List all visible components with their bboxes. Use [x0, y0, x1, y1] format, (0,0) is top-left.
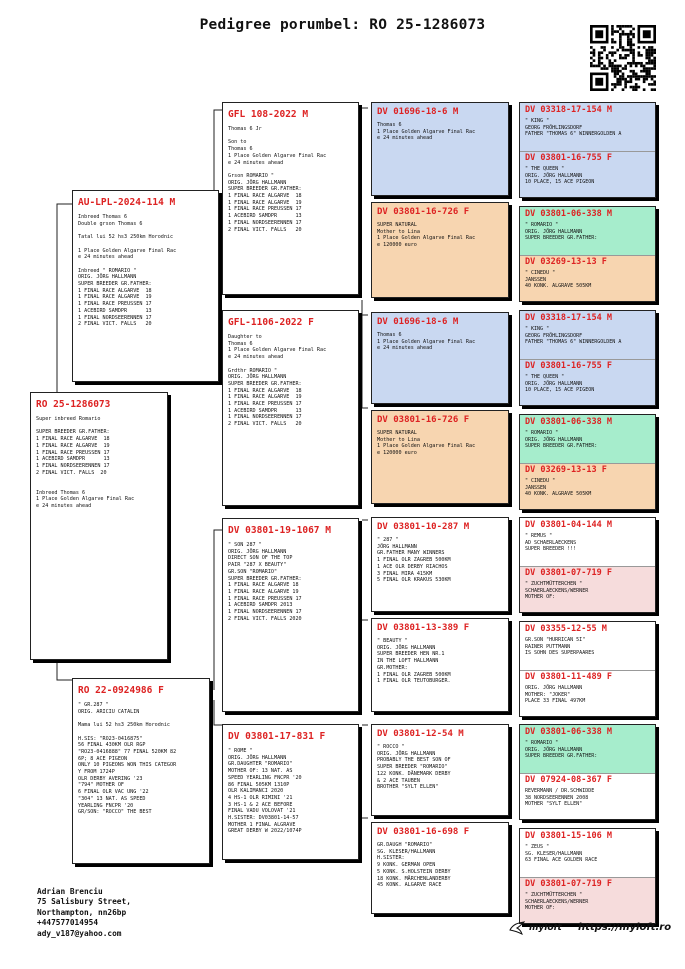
gen4-ancestor — [520, 103, 655, 151]
pair-divider — [520, 877, 655, 878]
gen4-ancestor — [520, 773, 655, 820]
gen4-ancestor — [520, 255, 655, 302]
dam-card — [72, 678, 210, 864]
gen4-ring: DV 03801-07-719 F — [525, 879, 612, 889]
dam-ring: RO 22-0924986 F — [78, 685, 164, 696]
great-grandparent-text: Thomas 6 1 Place Golden Algarve Final Rac e 24 minutes ahead — [377, 332, 476, 352]
great-grandparent-card — [371, 410, 509, 504]
owner-contact: Adrian Brenciu 75 Salisbury Street, Northampton, nn26bp +447577014954 ady_v187@yahoo.com — [37, 887, 131, 938]
gen4-text: ORIG. JÖRG HALLMANN MOTHER: "JOKER" PLACE 33 FINAL 497KM — [525, 685, 586, 704]
gen4-text: GR.SON "HURRICAN 5I" RAINER PUTTMANN IS SOHN DES SUPERPAARES — [525, 637, 595, 656]
gen4-ancestor — [520, 829, 655, 877]
great-grandparent-text: SUPER NATURAL Mother to Lina 1 Place Golden Algarve Final Rac e 120000 euro — [377, 430, 476, 457]
great-grandparent-ring: DV 03801-12-54 M — [377, 729, 464, 739]
great-grandparent-ring: DV 01696-18-6 M — [377, 107, 459, 117]
gen4-ancestor — [520, 207, 655, 255]
gen4-text: " ROMARIO " ORIG. JÖRG HALLMANN SUPER BREEDER GR.FATHER: — [525, 222, 598, 241]
great-grandparent-ring: DV 03801-16-726 F — [377, 207, 470, 217]
grandparent-text: Thomas 6 Jr Son to Thomas 6 1 Place Golden Algarve Final Rac e 24 minutes ahead Grson ROMARIO " ORIG. JÖRG HALLMANN SUPER BREEDER GR.FATHER: 1 FINAL RACE ALGARVE 18 1 FINAL RACE ALGARVE 19 1 FINAL RACE PREUSSEN 17 1 ACEBIRD SAMDPR 13 1 FINAL NORDSEERENNEN 17 2 FINAL VICT. FALLS 20 — [228, 126, 327, 233]
pair-divider — [520, 151, 655, 152]
gen4-text: " ROMARIO " ORIG. JÖRG HALLMANN SUPER BREEDER GR.FATHER: — [525, 430, 598, 449]
gen4-text: " ZUCHTMÜTTERCHEN " SCHAERLAECKENS/WERNER MOTHER OF: — [525, 892, 589, 911]
grandparent-ring: GFL-1106-2022 F — [228, 317, 314, 328]
gen4-ancestor — [520, 518, 655, 566]
gen4-ring: DV 03801-06-338 M — [525, 417, 612, 427]
gen4-text: " ROMARIO " ORIG. JÖRG HALLMANN SUPER BREEDER GR.FATHER: — [525, 740, 598, 759]
gen4-ancestor — [520, 622, 655, 670]
gen4-ancestor — [520, 566, 655, 613]
gen4-text: " THE QUEEN " ORIG. JÖRG HALLMANN 10 PLACE, 15 ACE PIGEON — [525, 374, 595, 393]
great-grandparent-ring: DV 03801-16-726 F — [377, 415, 470, 425]
gen4-ancestor — [520, 359, 655, 406]
gen4-text: " CINEDU " JANSSEN 40 KONK. ALGRAVE 505KM — [525, 270, 592, 289]
dam-text: " GR.287 " ORIG. ARICIU CATALIN Mama lui 52 hs3 250km Horodnic H.SIS: "RO23-0416875" 56 FINAL 430KM OLR RGP "RO23-0416888" 77 FINAL 520KM 82 6P; 8 ACE PIGEON ONLY 10 PIGEONS WON THIS CATEGOR Y FROM 1724P OLR DERBY AVERING '23 "794" MOTHER OF 6 FINAL OLR VAC UNG '22 "304" 13 NAT. AS SPEED YEARLING FNCPR '20 GR/SON: "ROCCO" THE BEST — [78, 702, 177, 816]
great-grandparent-card — [371, 102, 509, 196]
gen4-text: " ZUCHTMÜTTERCHEN " SCHAERLAECKENS/WERNER MOTHER OF: — [525, 581, 589, 600]
gen4-pair-card — [519, 621, 656, 717]
great-grandparent-text: Thomas 6 1 Place Golden Algarve Final Rac e 24 minutes ahead — [377, 122, 476, 142]
gen4-ancestor — [520, 311, 655, 359]
great-grandparent-text: SUPER NATURAL Mother to Lina 1 Place Golden Algarve Final Rac e 120000 euro — [377, 222, 476, 249]
grandparent-ring: GFL 108-2022 M — [228, 109, 309, 120]
grandparent-card — [222, 518, 359, 712]
gen4-text: " THE QUEEN " ORIG. JÖRG HALLMANN 10 PLACE, 15 ACE PIGEON — [525, 166, 595, 185]
pair-divider — [520, 463, 655, 464]
sire-ring: AU-LPL-2024-114 M — [78, 197, 176, 208]
gen4-text: " KING " GEORG FRÖHLINGSDORF FATHER "THOMAS 6" WINNERGOLDEN A — [525, 118, 622, 137]
subject-text: Super inbreed Romario SUPER BREEDER GR.FATHER: 1 FINAL RACE ALGARVE 18 1 FINAL RACE ALGARVE 19 1 FINAL RACE PREUSSEN 17 1 ACEBIRD SAMDPR 13 1 FINAL NORDSEERENNEN 17 2 FINAL VICT. FALLS 20 Inbreed Thomas 6 1 Place Golden Algarve Final Rac e 24 minutes ahead — [36, 416, 135, 510]
pair-divider — [520, 773, 655, 774]
gen4-ring: DV 03318-17-154 M — [525, 313, 612, 323]
gen4-ring: DV 03801-11-489 F — [525, 672, 612, 682]
subject-ring: RO 25-1286073 — [36, 399, 111, 410]
gen4-ring: DV 03801-06-338 M — [525, 209, 612, 219]
pair-divider — [520, 359, 655, 360]
grandparent-text: " ROME " ORIG. JÖRG HALLMANN GR.DAUGHTER "ROMARIO" MOTHER OF: 13 NAT. AS SPEED YEARLING FNCPR '20 86 FINAL 505KM 1310P OLR KALIMANCI 2020 4 HS-1 OLR RIMINI '21 3 HS-1 & 2 ACE BEFORE FINAL VADU VOLOVAT '21 H.SISTER: DV03801-14-57 MOTHER 1 FINAL ALGRAVE GREAT DERBY W 2022/1074P — [228, 748, 302, 835]
pair-divider — [520, 566, 655, 567]
gen4-ring: DV 03801-15-106 M — [525, 831, 612, 841]
gen4-ancestor — [520, 725, 655, 773]
grandparent-card — [222, 724, 359, 860]
grandparent-ring: DV 03801-19-1067 M — [228, 525, 331, 536]
gen4-ancestor — [520, 670, 655, 717]
gen4-ancestor — [520, 415, 655, 463]
gen4-pair-card — [519, 724, 656, 820]
gen4-ring: DV 03318-17-154 M — [525, 105, 612, 115]
great-grandparent-ring: DV 03801-10-287 M — [377, 522, 470, 532]
gen4-pair-card — [519, 102, 656, 198]
great-grandparent-ring: DV 03801-16-698 F — [377, 827, 470, 837]
great-grandparent-card — [371, 202, 509, 298]
website-link[interactable]: https://myloft.ro — [578, 922, 672, 933]
gen4-ancestor — [520, 151, 655, 198]
great-grandparent-text: " 287 " JÖRG HALLMANN GR.FATHER MANY WINNERS 1 FINAL OLR ZAGREB 500KM 1 ACE OLR DERBY RIACHOS 3 FINAL MIRA 415KM 5 FINAL OLR KRAKUS 530KM — [377, 537, 451, 584]
grandparent-card — [222, 102, 359, 295]
great-grandparent-text: " ROCCO " ORIG. JÖRG HALLMANN PROBABLY THE BEST SON OF SUPER BREEDER "ROMARIO" 122 KONK. DÄNEMARK DERBY & 2 ACE TAUBEN BROTHER "SYLT ELLEN" — [377, 744, 451, 791]
brand-logo — [509, 921, 562, 935]
gen4-pair-card — [519, 206, 656, 302]
great-grandparent-text: GR.DAUGH "ROMARIO" SG. KLESER/HALLMANN H.SISTER: 9 KONK. GERMAN OPEN 5 KONK. S.HOLSTEIN DERBY 18 KONK. MÄRCHENLANDERBY 45 KONK. ALGARVE RACE — [377, 842, 451, 889]
gen4-ancestor — [520, 877, 655, 924]
pair-divider — [520, 255, 655, 256]
great-grandparent-text: " BEAUTY " ORIG. JÖRG HALLMANN SUPER BREEDER HEN NR.1 IN THE LOFT HALLMANN GR.MOTHER: 1 FINAL OLR ZAGREB 500KM 1 FINAL OLR TEUTOBURGER. — [377, 638, 451, 685]
gen4-text: REVERMANN / DR.SCHWIDDE 38 NORDSEERENNEN 2008 MOTHER "SYLT ELLEN" — [525, 788, 595, 807]
gen4-ring: DV 03801-04-144 M — [525, 520, 612, 530]
great-grandparent-card — [371, 312, 509, 404]
gen4-text: " CINEDU " JANSSEN 40 KONK. ALGRAVE 505KM — [525, 478, 592, 497]
sire-card — [72, 190, 219, 382]
gen4-ring: DV 03801-06-338 M — [525, 727, 612, 737]
great-grandparent-ring: DV 01696-18-6 M — [377, 317, 459, 327]
pair-divider — [520, 670, 655, 671]
gen4-ring: DV 07924-08-367 F — [525, 775, 612, 785]
gen4-ancestor — [520, 463, 655, 510]
great-grandparent-card — [371, 724, 509, 816]
grandparent-text: Daughter to Thomas 6 1 Place Golden Algarve Final Rac e 24 minutes ahead Grdthr ROMARIO " ORIG. JÖRG HALLMANN SUPER BREEDER GR.FATHER: 1 FINAL RACE ALGARVE 18 1 FINAL RACE ALGARVE 19 1 FINAL RACE PREUSSEN 17 1 ACEBIRD SAMDPR 13 1 FINAL NORDSEERENNEN 17 2 FINAL VICT. FALLS 20 — [228, 334, 327, 428]
gen4-ring: DV 03269-13-13 F — [525, 465, 607, 475]
gen4-text: " REMUS " AD SCHAERLAECKENS SUPER BREEDER !!! — [525, 533, 577, 552]
gen4-ring: DV 03355-12-55 M — [525, 624, 607, 634]
gen4-ring: DV 03801-07-719 F — [525, 568, 612, 578]
gen4-text: " ZEUS " SG. KLESER/HALLMANN 63 FINAL ACE GOLDEN RACE — [525, 844, 598, 863]
gen4-pair-card — [519, 414, 656, 510]
gen4-ring: DV 03801-16-755 F — [525, 153, 612, 163]
grandparent-card — [222, 310, 359, 506]
gen4-text: " KING " GEORG FRÖHLINGSDORF FATHER "THOMAS 6" WINNERGOLDEN A — [525, 326, 622, 345]
gen4-pair-card — [519, 310, 656, 406]
great-grandparent-card — [371, 517, 509, 612]
page-title: Pedigree porumbel: RO 25-1286073 — [199, 17, 486, 33]
sire-text: Inbreed Thomas 6 Double grson Thomas 6 Tatal lui 52 hs3 250km Horodnic 1 Place Golden Algarve Final Rac e 24 minutes ahead Inbreed " ROMARIO " ORIG. JÖRG HALLMANN SUPER BREEDER GR.FATHER: 1 FINAL RACE ALGARVE 18 1 FINAL RACE ALGARVE 19 1 FINAL RACE PREUSSEN 17 1 ACEBIRD SAMDPR 13 1 FINAL NORDSEERENNEN 17 2 FINAL VICT. FALLS 20 — [78, 214, 177, 328]
brand-name: myloft — [529, 923, 562, 933]
gen4-ring: DV 03269-13-13 F — [525, 257, 607, 267]
gen4-pair-card — [519, 517, 656, 613]
gen4-pair-card — [519, 828, 656, 924]
grandparent-ring: DV 03801-17-831 F — [228, 731, 326, 742]
great-grandparent-card — [371, 822, 509, 914]
grandparent-text: " SON 287 " ORIG. JÖRG HALLMANN DIRECT SON OF THE TOP PAIR "287 X BEAUTY" GR.SON "ROMARIO" SUPER BREEDER GR.FATHER: 1 FINAL RACE ALGARVE 18 1 FINAL RACE ALGARVE 19 1 FINAL RACE PREUSSEN 17 1 ACEBIRD SAMDPR 2013 1 FINAL NORDSEERENNEN 17 2 FINAL VICT. FALLS 2020 — [228, 542, 302, 622]
subject-card — [30, 392, 168, 660]
gen4-ring: DV 03801-16-755 F — [525, 361, 612, 371]
great-grandparent-card — [371, 618, 509, 712]
great-grandparent-ring: DV 03801-13-389 F — [377, 623, 470, 633]
pigeon-icon — [509, 921, 525, 935]
